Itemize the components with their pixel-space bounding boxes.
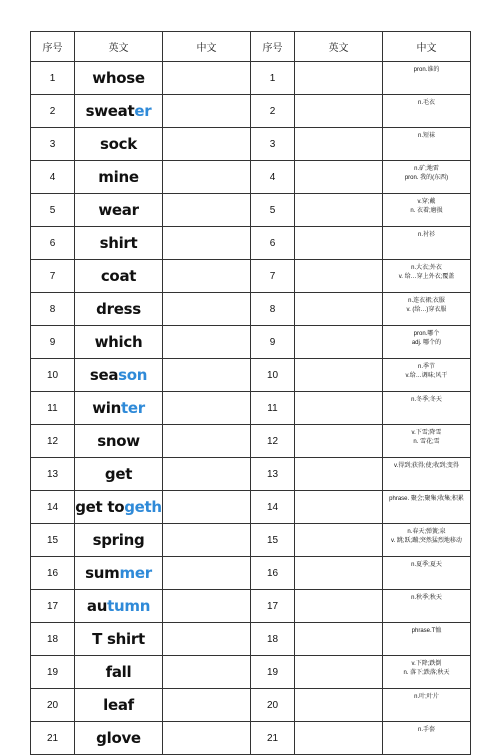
definition-cell bbox=[383, 557, 471, 590]
chinese-blank-cell-left bbox=[163, 722, 251, 755]
word-highlight: geth bbox=[124, 498, 162, 516]
definition-cell bbox=[383, 656, 471, 689]
english-blank-cell-right bbox=[295, 557, 383, 590]
index-cell-left: 20 bbox=[31, 689, 75, 722]
definition-line: n.矿;地雷 bbox=[414, 166, 439, 172]
english-blank-cell-right bbox=[295, 722, 383, 755]
definition-cell bbox=[383, 425, 471, 458]
chinese-blank-cell-left bbox=[163, 128, 251, 161]
chinese-blank-cell-left bbox=[163, 392, 251, 425]
english-blank-cell-right bbox=[295, 194, 383, 227]
chinese-blank-cell-left bbox=[163, 227, 251, 260]
english-word-cell bbox=[75, 359, 163, 392]
english-blank-cell-right bbox=[295, 161, 383, 194]
definition-line: n.毛衣 bbox=[417, 100, 435, 106]
definition-cell bbox=[383, 62, 471, 95]
definition-cell bbox=[383, 689, 471, 722]
index-cell-left: 21 bbox=[31, 722, 75, 755]
definition-line: n.手套 bbox=[417, 727, 435, 733]
index-cell-right: 5 bbox=[251, 194, 295, 227]
chinese-blank-cell-left bbox=[163, 524, 251, 557]
definition-line: phrase.T恤 bbox=[411, 628, 442, 634]
index-cell-right: 8 bbox=[251, 293, 295, 326]
index-cell-left: 12 bbox=[31, 425, 75, 458]
definition-cell bbox=[383, 293, 471, 326]
table-row bbox=[31, 722, 471, 755]
chinese-blank-cell-left bbox=[163, 161, 251, 194]
english-blank-cell-right bbox=[295, 425, 383, 458]
table-row bbox=[31, 359, 471, 392]
index-cell-left: 3 bbox=[31, 128, 75, 161]
word-text: sea bbox=[89, 366, 119, 384]
word-text: coat bbox=[100, 267, 137, 285]
chinese-blank-cell-left bbox=[163, 194, 251, 227]
chinese-blank-cell-left bbox=[163, 689, 251, 722]
chinese-blank-cell-left bbox=[163, 491, 251, 524]
definition-line: n.衬衫 bbox=[417, 232, 435, 238]
english-blank-cell-right bbox=[295, 656, 383, 689]
definition-cell bbox=[383, 458, 471, 491]
header-chinese-left: 中文 bbox=[163, 32, 251, 62]
index-cell-left: 6 bbox=[31, 227, 75, 260]
chinese-blank-cell-left bbox=[163, 260, 251, 293]
index-cell-right: 20 bbox=[251, 689, 295, 722]
definition-cell bbox=[383, 359, 471, 392]
definition-line: phrase. 聚会;聚集;收集;积累 bbox=[389, 496, 464, 502]
english-blank-cell-right bbox=[295, 524, 383, 557]
table-row bbox=[31, 689, 471, 722]
english-word-cell bbox=[75, 425, 163, 458]
word-text: dress bbox=[96, 300, 141, 318]
index-cell-left: 7 bbox=[31, 260, 75, 293]
index-cell-left: 17 bbox=[31, 590, 75, 623]
english-word-cell bbox=[75, 656, 163, 689]
index-cell-right: 15 bbox=[251, 524, 295, 557]
index-cell-right: 14 bbox=[251, 491, 295, 524]
word-text: get to bbox=[75, 498, 125, 516]
english-blank-cell-right bbox=[295, 260, 383, 293]
english-blank-cell-right bbox=[295, 458, 383, 491]
definition-cell bbox=[383, 722, 471, 755]
word-text: T shirt bbox=[92, 630, 145, 648]
table-row bbox=[31, 62, 471, 95]
index-cell-right: 16 bbox=[251, 557, 295, 590]
english-word-cell bbox=[75, 722, 163, 755]
word-text: au bbox=[86, 597, 108, 615]
index-cell-left: 4 bbox=[31, 161, 75, 194]
chinese-blank-cell-left bbox=[163, 359, 251, 392]
definition-cell bbox=[383, 326, 471, 359]
index-cell-right: 4 bbox=[251, 161, 295, 194]
table-row bbox=[31, 425, 471, 458]
english-blank-cell-right bbox=[295, 359, 383, 392]
chinese-blank-cell-left bbox=[163, 656, 251, 689]
english-blank-cell-right bbox=[295, 95, 383, 128]
english-word-cell bbox=[75, 392, 163, 425]
table-row bbox=[31, 656, 471, 689]
word-text: spring bbox=[92, 531, 145, 549]
english-word-cell bbox=[75, 326, 163, 359]
definition-cell bbox=[383, 524, 471, 557]
word-text: mine bbox=[98, 168, 139, 186]
english-word-cell bbox=[75, 491, 163, 524]
english-word-cell bbox=[75, 161, 163, 194]
definition-line: n.秋季;秋天 bbox=[411, 595, 442, 601]
definition-line: pron. 我的(东西) bbox=[404, 175, 449, 181]
word-text: sum bbox=[85, 564, 120, 582]
index-cell-right: 21 bbox=[251, 722, 295, 755]
index-cell-right: 13 bbox=[251, 458, 295, 491]
index-cell-right: 12 bbox=[251, 425, 295, 458]
definition-cell bbox=[383, 95, 471, 128]
table-row bbox=[31, 524, 471, 557]
index-cell-left: 1 bbox=[31, 62, 75, 95]
english-blank-cell-right bbox=[295, 623, 383, 656]
word-highlight: ter bbox=[120, 399, 145, 417]
word-text: whose bbox=[92, 69, 145, 87]
index-cell-left: 8 bbox=[31, 293, 75, 326]
chinese-blank-cell-left bbox=[163, 623, 251, 656]
english-word-cell bbox=[75, 590, 163, 623]
definition-line: v. 跳;跃;蹦;突然猛烈地移动 bbox=[391, 538, 462, 544]
chinese-blank-cell-left bbox=[163, 326, 251, 359]
word-text: sweat bbox=[85, 102, 135, 120]
word-text: snow bbox=[97, 432, 140, 450]
definition-cell bbox=[383, 623, 471, 656]
word-text: fall bbox=[105, 663, 132, 681]
chinese-blank-cell-left bbox=[163, 293, 251, 326]
index-cell-left: 13 bbox=[31, 458, 75, 491]
english-blank-cell-right bbox=[295, 293, 383, 326]
word-text: sock bbox=[100, 135, 137, 153]
index-cell-left: 14 bbox=[31, 491, 75, 524]
table-body bbox=[31, 62, 471, 755]
english-word-cell bbox=[75, 128, 163, 161]
definition-line: n. 落下;跌落;秋天 bbox=[403, 670, 450, 676]
chinese-blank-cell-left bbox=[163, 557, 251, 590]
index-cell-right: 9 bbox=[251, 326, 295, 359]
header-index-left: 序号 bbox=[31, 32, 75, 62]
english-blank-cell-right bbox=[295, 62, 383, 95]
english-word-cell bbox=[75, 557, 163, 590]
definition-cell bbox=[383, 392, 471, 425]
english-word-cell bbox=[75, 458, 163, 491]
definition-cell bbox=[383, 194, 471, 227]
index-cell-right: 2 bbox=[251, 95, 295, 128]
index-cell-left: 5 bbox=[31, 194, 75, 227]
definition-line: n.叶;叶片 bbox=[414, 694, 439, 700]
english-word-cell bbox=[75, 62, 163, 95]
definition-line: v. (给…)穿衣服 bbox=[406, 307, 447, 313]
table-row bbox=[31, 227, 471, 260]
english-word-cell bbox=[75, 260, 163, 293]
definition-line: v. 给…穿上外衣;覆盖 bbox=[398, 274, 455, 280]
english-blank-cell-right bbox=[295, 227, 383, 260]
header-chinese-right: 中文 bbox=[383, 32, 471, 62]
table-row bbox=[31, 590, 471, 623]
index-cell-right: 19 bbox=[251, 656, 295, 689]
index-cell-right: 3 bbox=[251, 128, 295, 161]
table-row bbox=[31, 128, 471, 161]
definition-line: pron.谁的 bbox=[413, 67, 440, 73]
english-blank-cell-right bbox=[295, 128, 383, 161]
word-text: shirt bbox=[99, 234, 138, 252]
definition-line: v.得到;获得;使;收到;变得 bbox=[394, 463, 459, 469]
definition-line: adj. 哪个的 bbox=[411, 340, 442, 346]
word-text: get bbox=[104, 465, 133, 483]
definition-line: pron.哪个 bbox=[413, 331, 440, 337]
index-cell-right: 17 bbox=[251, 590, 295, 623]
table-row bbox=[31, 194, 471, 227]
definition-line: n. 雪花;雪 bbox=[413, 439, 440, 445]
english-blank-cell-right bbox=[295, 392, 383, 425]
word-text: wear bbox=[98, 201, 139, 219]
index-cell-left: 15 bbox=[31, 524, 75, 557]
definition-line: n.季节 bbox=[417, 364, 435, 370]
english-word-cell bbox=[75, 95, 163, 128]
chinese-blank-cell-left bbox=[163, 62, 251, 95]
index-cell-right: 11 bbox=[251, 392, 295, 425]
english-word-cell bbox=[75, 194, 163, 227]
english-word-cell bbox=[75, 524, 163, 557]
header-english-right: 英文 bbox=[295, 32, 383, 62]
english-word-cell bbox=[75, 293, 163, 326]
definition-cell bbox=[383, 260, 471, 293]
index-cell-left: 11 bbox=[31, 392, 75, 425]
chinese-blank-cell-left bbox=[163, 95, 251, 128]
index-cell-right: 18 bbox=[251, 623, 295, 656]
table-row bbox=[31, 293, 471, 326]
english-blank-cell-right bbox=[295, 491, 383, 524]
index-cell-left: 19 bbox=[31, 656, 75, 689]
index-cell-left: 18 bbox=[31, 623, 75, 656]
header-index-right: 序号 bbox=[251, 32, 295, 62]
definition-cell bbox=[383, 161, 471, 194]
english-blank-cell-right bbox=[295, 689, 383, 722]
definition-line: n.连衣裙;衣服 bbox=[408, 298, 445, 304]
index-cell-right: 7 bbox=[251, 260, 295, 293]
table-row bbox=[31, 623, 471, 656]
definition-cell bbox=[383, 227, 471, 260]
table-row bbox=[31, 326, 471, 359]
english-blank-cell-right bbox=[295, 326, 383, 359]
table-row bbox=[31, 260, 471, 293]
vocabulary-table bbox=[30, 31, 471, 755]
table-row bbox=[31, 491, 471, 524]
definition-cell bbox=[383, 491, 471, 524]
index-cell-left: 16 bbox=[31, 557, 75, 590]
definition-line: n. 衣着;磨损 bbox=[410, 208, 443, 214]
definition-line: n.大衣;外衣 bbox=[411, 265, 442, 271]
definition-line: v.下降;跌倒 bbox=[411, 661, 442, 667]
definition-line: n.短袜 bbox=[417, 133, 435, 139]
definition-line: n.春天;弹簧;泉 bbox=[407, 529, 446, 535]
index-cell-left: 9 bbox=[31, 326, 75, 359]
definition-line: v.给…调味;风干 bbox=[405, 373, 448, 379]
vocabulary-sheet bbox=[30, 31, 471, 755]
english-blank-cell-right bbox=[295, 590, 383, 623]
index-cell-right: 6 bbox=[251, 227, 295, 260]
index-cell-right: 1 bbox=[251, 62, 295, 95]
table-row bbox=[31, 161, 471, 194]
definition-cell bbox=[383, 590, 471, 623]
word-highlight: mer bbox=[119, 564, 152, 582]
header-english-left: 英文 bbox=[75, 32, 163, 62]
table-row bbox=[31, 557, 471, 590]
definition-cell bbox=[383, 128, 471, 161]
index-cell-left: 10 bbox=[31, 359, 75, 392]
chinese-blank-cell-left bbox=[163, 425, 251, 458]
table-row bbox=[31, 392, 471, 425]
index-cell-left: 2 bbox=[31, 95, 75, 128]
definition-line: n.夏季;夏天 bbox=[411, 562, 442, 568]
chinese-blank-cell-left bbox=[163, 590, 251, 623]
definition-line: n.冬季;冬天 bbox=[411, 397, 442, 403]
word-highlight: tumn bbox=[107, 597, 151, 615]
header-row bbox=[31, 32, 471, 62]
chinese-blank-cell-left bbox=[163, 458, 251, 491]
english-word-cell bbox=[75, 227, 163, 260]
definition-line: v.穿;戴 bbox=[417, 199, 436, 205]
word-text: glove bbox=[96, 729, 141, 747]
english-word-cell bbox=[75, 623, 163, 656]
english-word-cell bbox=[75, 689, 163, 722]
definition-line: v.下雪;降雪 bbox=[411, 430, 442, 436]
table-row bbox=[31, 458, 471, 491]
index-cell-right: 10 bbox=[251, 359, 295, 392]
table-row bbox=[31, 95, 471, 128]
word-text: which bbox=[94, 333, 143, 351]
word-text: win bbox=[92, 399, 121, 417]
word-text: leaf bbox=[103, 696, 134, 714]
word-highlight: er bbox=[134, 102, 152, 120]
word-highlight: son bbox=[118, 366, 148, 384]
